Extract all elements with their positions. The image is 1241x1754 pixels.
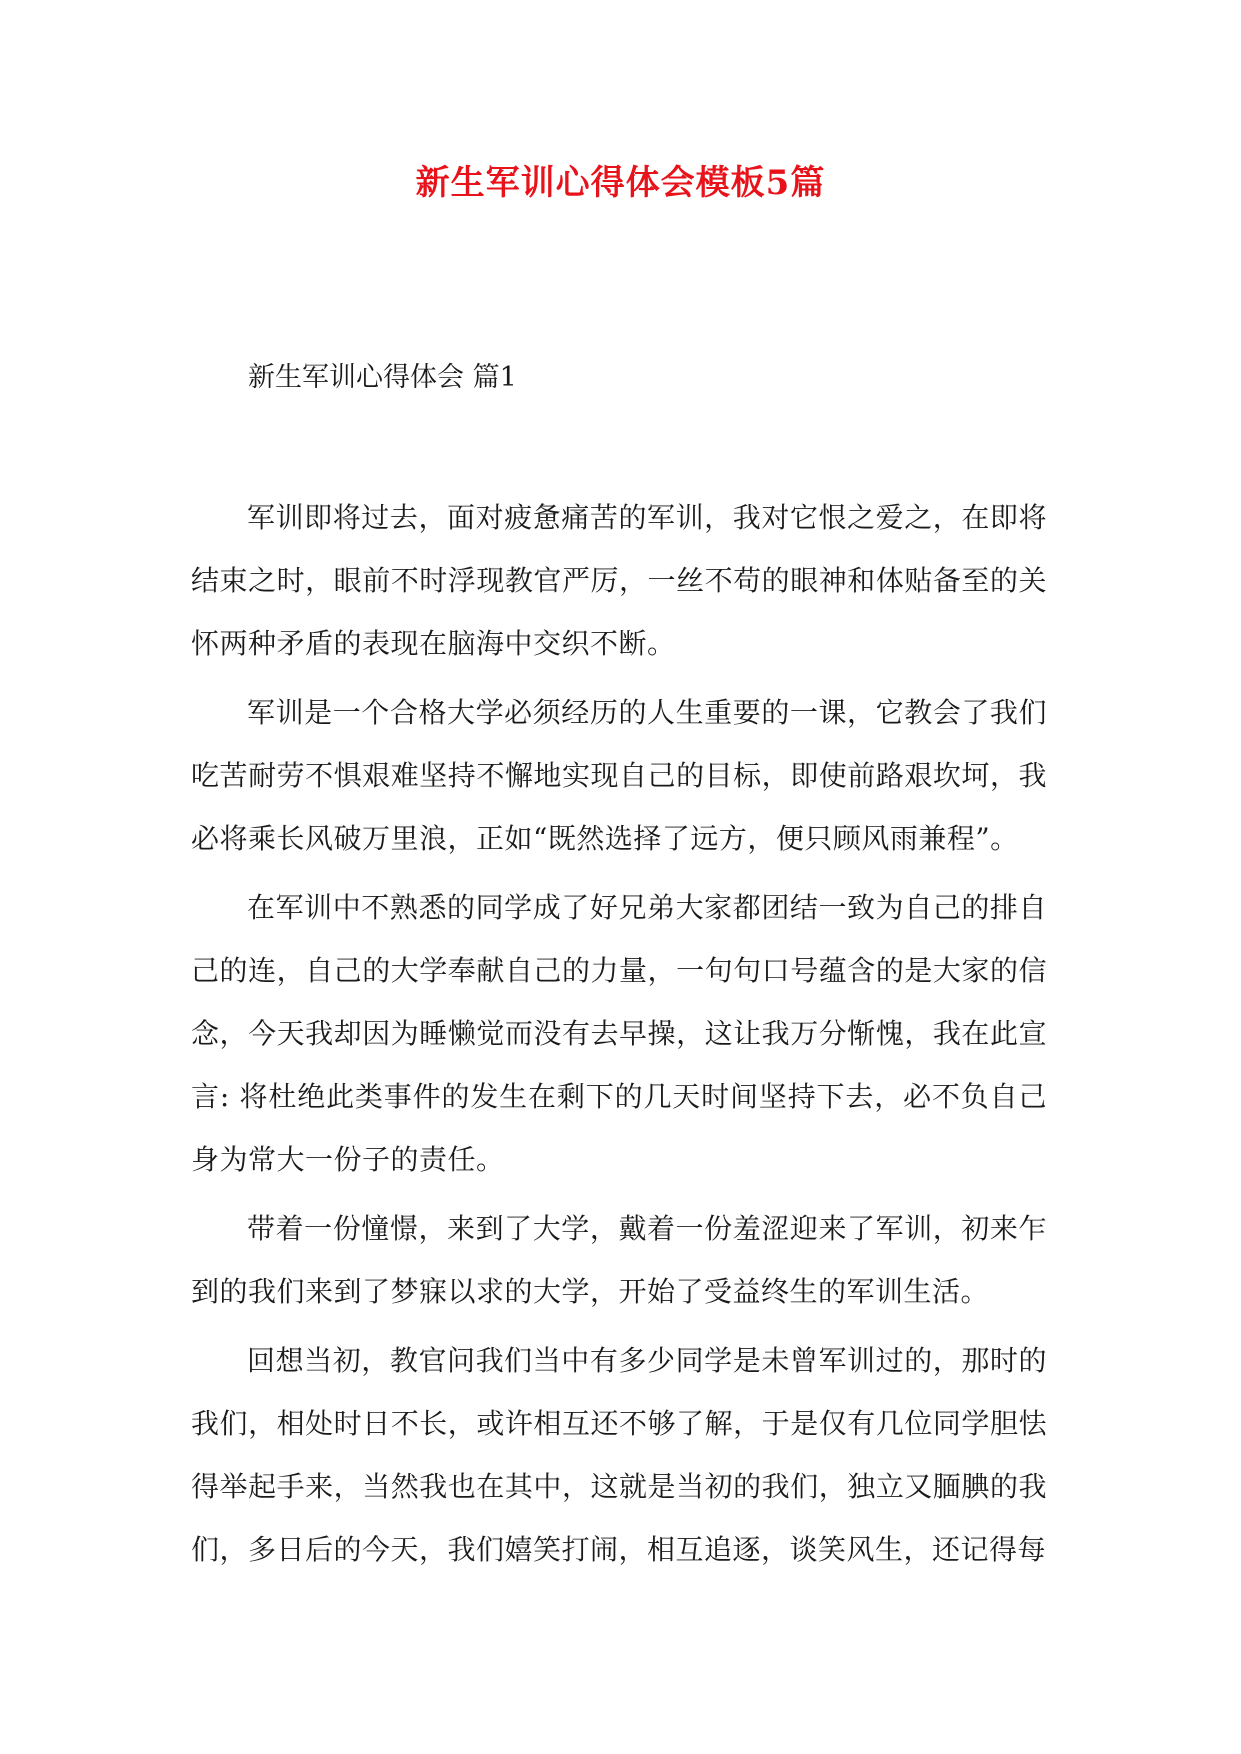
section-heading: 新生军训心得体会 篇1: [248, 362, 517, 393]
paragraph-1: 军训即将过去，面对疲惫痛苦的军训，我对它恨之爱之，在即将结束之时，眼前不时浮现教官严厉，一丝不苟的眼神和体贴备至的关怀两种矛盾的表现在脑海中交织不断。: [191, 501, 1047, 660]
paragraph-5: 回想当初，教官问我们当中有多少同学是未曾军训过的，那时的我们，相处时日不长，或许相互还不够了解，于是仅有几位同学胆怯得举起手来，当然我也在其中，这就是当初的我们，独立又腼腆的我们，多日后的今天，我们嬉笑打闹，相互追逐，谈笑风生，还记得每: [191, 1344, 1047, 1566]
paragraph-4: 带着一份憧憬，来到了大学，戴着一份羞涩迎来了军训，初来乍到的我们来到了梦寐以求的大学，开始了受益终生的军训生活。: [191, 1212, 1047, 1308]
paragraph-3: 在军训中不熟悉的同学成了好兄弟大家都团结一致为自己的排自己的连，自己的大学奉献自己的力量，一句句口号蕴含的是大家的信念，今天我却因为睡懒觉而没有去早操，这让我万分惭愧，我在此宣言: 将杜绝此类事件的发生在剩下的几天时间坚持下去，必不负自己身为常大一份子的责任。: [191, 891, 1047, 1176]
document-body: [191, 486, 1047, 1587]
paragraph-2: 军训是一个合格大学必须经历的人生重要的一课，它教会了我们吃苦耐劳不惧艰难坚持不懈地实现自己的目标，即使前路艰坎坷，我必将乘长风破万里浪，正如“既然选择了远方，便只顾风雨兼程”。: [191, 696, 1047, 855]
document-title: 新生军训心得体会模板5篇: [415, 163, 826, 203]
